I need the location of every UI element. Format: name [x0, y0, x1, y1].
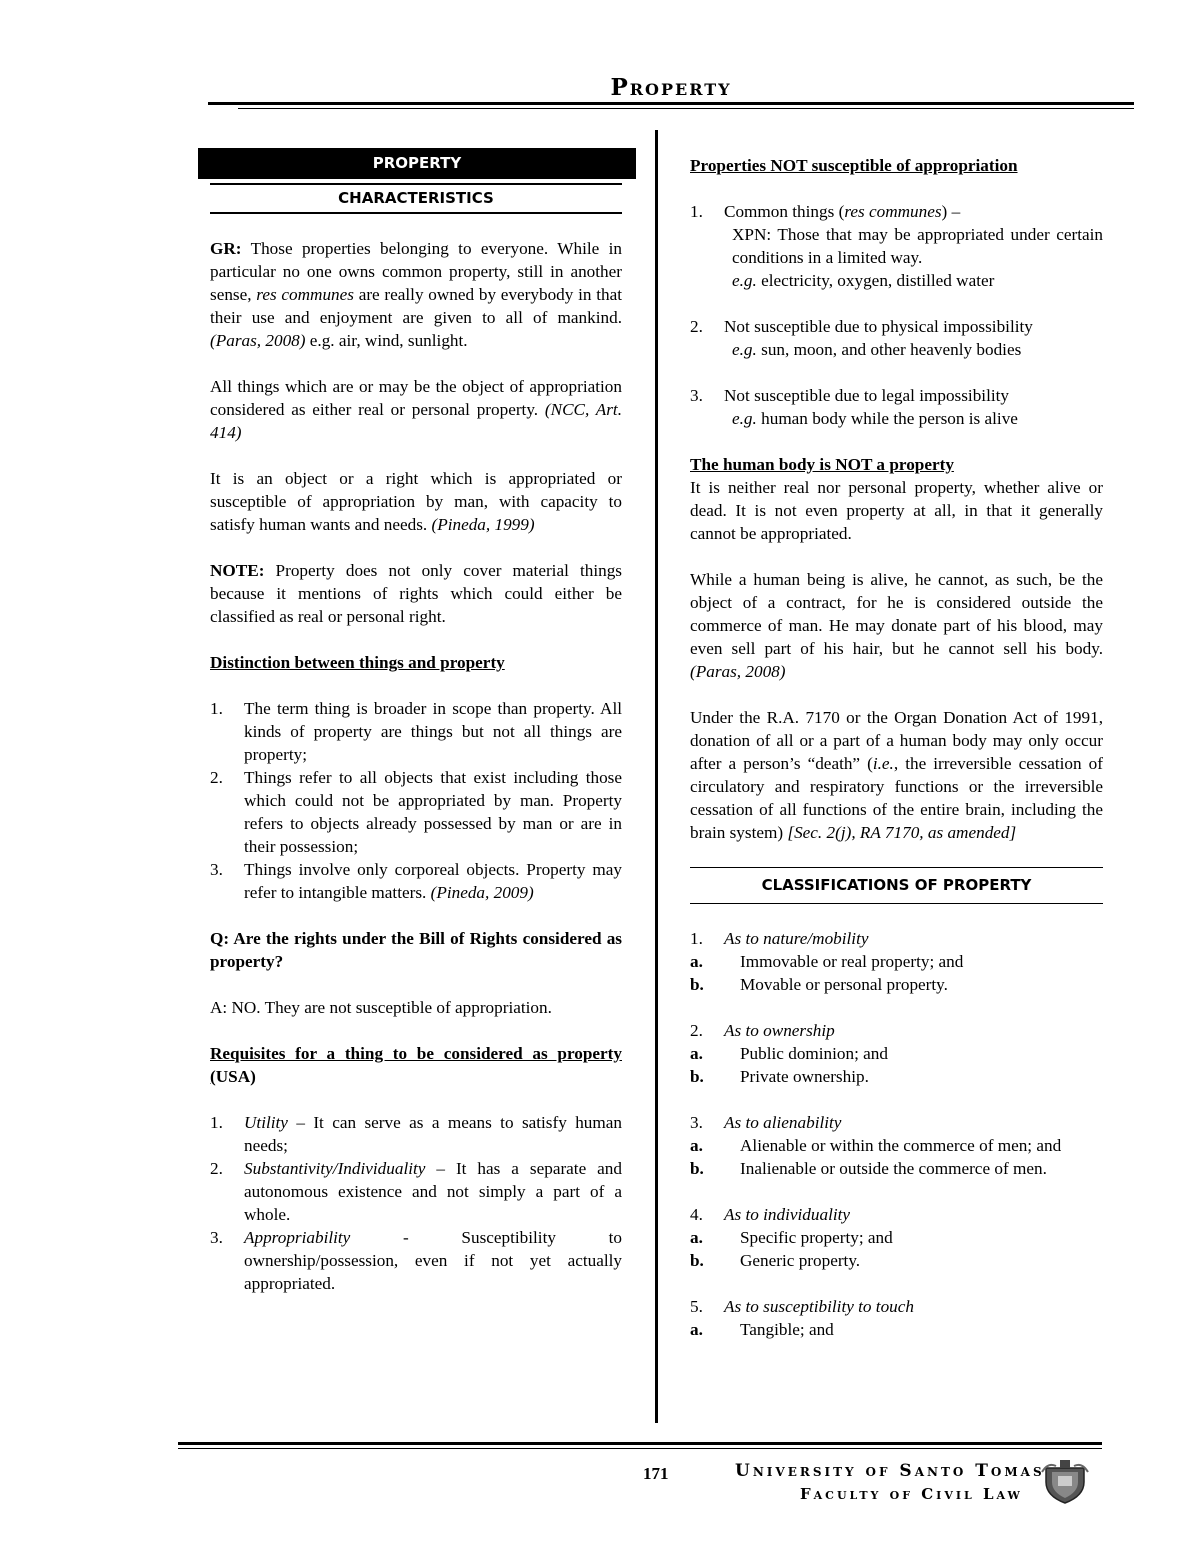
gr-paragraph	[210, 237, 622, 352]
question-text: Q: Are the rights under the Bill of Rights considered as property?	[210, 929, 622, 971]
gr-text: Those properties belonging to everyone. While in particular no one owns common property, still in another sense,	[210, 239, 622, 304]
sub-item: b. Inalienable or outside the commerce of men.	[690, 1159, 1047, 1178]
list-item: 2. Substantivity/Individuality – It has a separate and autonomous existence and not simply a part of a whole.	[210, 1159, 622, 1224]
gr-text-3: e.g. air, wind, sunlight.	[305, 331, 468, 350]
organ-donation-paragraph: Under the R.A. 7170 or the Organ Donation Act of 1991, donation of all or a part of a human body may only occur after a person’s “death” (i.e., the irreversible cessation of circulatory and respiratory functions or the irreversible cessation of all functions of the entire brain, including the brain system) [Sec. 2(j), RA 7170, as amended]	[690, 708, 1103, 842]
sub-item: a. Immovable or real property; and	[690, 952, 964, 971]
sub-item: b. Generic property.	[690, 1251, 861, 1270]
sub-item: b. Movable or personal property.	[690, 975, 948, 994]
human-body-heading: The human body is NOT a property	[690, 455, 954, 474]
not-susceptible-list	[690, 200, 1103, 430]
answer-text: A: NO. They are not susceptible of appropriation.	[210, 998, 552, 1017]
alive-paragraph: While a human being is alive, he cannot, as such, be the object of a contract, for he is considered outside the commerce of man. He may donate part of his blood, may even sell part of his hair, but he cannot sell his body. (Paras, 2008)	[690, 570, 1103, 681]
object-paragraph	[210, 467, 622, 536]
list-item: 1. As to nature/mobility a. Immovable or real property; and b. Movable or personal property.	[690, 927, 1103, 996]
gr-citation: (Paras, 2008)	[210, 331, 306, 350]
requisites-heading: Requisites for a thing to be considered as property (USA)	[210, 1044, 622, 1086]
sub-item: a. Tangible; and	[690, 1320, 834, 1339]
distinction-heading: Distinction between things and property	[210, 653, 505, 672]
list-item: 3. Things involve only corporeal objects. Property may refer to intangible matters. (Pineda, 2009)	[210, 860, 622, 902]
list-item: 1. Common things (res communes) – XPN: Those that may be appropriated under certain conditions in a limited way. e.g. electricity, oxygen, distilled water	[690, 202, 1103, 290]
note-text: Property does not only cover material things because it mentions of rights which could either be classified as real or personal right.	[210, 561, 622, 626]
sub-list	[690, 1042, 1103, 1088]
list-item: 3. Not susceptible due to legal impossibility e.g. human body while the person is alive	[690, 384, 1103, 430]
sub-list	[690, 1226, 1103, 1272]
list-item: 2. Not susceptible due to physical impossibility e.g. sun, moon, and other heavenly bodies	[690, 315, 1103, 361]
classifications-heading: CLASSIFICATIONS OF PROPERTY	[690, 867, 1103, 904]
page-number: 171	[643, 1464, 669, 1483]
example-line: e.g. sun, moon, and other heavenly bodies	[732, 340, 1022, 359]
not-susceptible-heading: Properties NOT susceptible of appropriation	[690, 156, 1018, 175]
column-divider	[655, 130, 658, 1423]
list-item: 2. Things refer to all objects that exist including those which could not be appropriated by man. Property refers to objects already possessed by man or are in their possession;	[210, 768, 622, 856]
list-item: 1. Utility – It can serve as a means to satisfy human needs;	[210, 1113, 622, 1155]
gr-italic: res communes	[256, 285, 354, 304]
page-header	[208, 70, 1134, 110]
list-item: 2. As to ownership a. Public dominion; and b. Private ownership.	[690, 1019, 1103, 1088]
section-banner: PROPERTY	[198, 148, 636, 179]
classifications-list	[690, 927, 1103, 1341]
university-name: University of Santo Tomas	[735, 1461, 1045, 1481]
list-item: 3. As to alienability a. Alienable or within the commerce of men; and b. Inalienable or outside the commerce of men.	[690, 1111, 1103, 1180]
sub-item: a. Specific property; and	[690, 1228, 893, 1247]
distinction-list	[210, 697, 622, 904]
gr-text-2: are really owned by everybody in that their use and enjoyment are given to all of mankind.	[210, 285, 622, 327]
sub-item: a. Alienable or within the commerce of men; and	[690, 1136, 1062, 1155]
sub-list	[690, 1134, 1103, 1180]
sub-list	[690, 1318, 1103, 1341]
header-rule	[208, 102, 1134, 105]
note-label: NOTE:	[210, 561, 265, 580]
object-text: It is an object or a right which is appropriated or susceptible of appropriation by man, with capacity to satisfy human wants and needs.	[210, 469, 622, 534]
gr-label: GR:	[210, 239, 242, 258]
characteristics-heading: CHARACTERISTICS	[210, 183, 622, 214]
sub-item: a. Public dominion; and	[690, 1044, 888, 1063]
example-line: e.g. human body while the person is alive	[732, 409, 1018, 428]
page-title: Property	[610, 74, 732, 101]
note-paragraph	[210, 559, 622, 628]
human-body-text: It is neither real nor personal property, whether alive or dead. It is not even property at all, in that it generally cannot be appropriated.	[690, 478, 1103, 543]
faculty-name: Faculty of Civil Law	[800, 1485, 1023, 1503]
list-item: 1. The term thing is broader in scope than property. All kinds of property are things but not all things are property;	[210, 699, 622, 764]
list-item: 4. As to individuality a. Specific property; and b. Generic property.	[690, 1203, 1103, 1272]
footer-rule-thin	[178, 1448, 1102, 1449]
definition-citation: (NCC, Art. 414)	[210, 400, 622, 442]
exception-text: XPN: Those that may be appropriated under certain conditions in a limited way.	[732, 225, 1103, 267]
requisites-list	[210, 1111, 622, 1295]
footer-rule	[178, 1442, 1102, 1445]
object-citation: (Pineda, 1999)	[431, 515, 535, 534]
left-column	[210, 148, 622, 1318]
header-rule-thin	[238, 108, 1134, 109]
sub-item: b. Private ownership.	[690, 1067, 869, 1086]
definition-paragraph	[210, 375, 622, 444]
list-item: 3. Appropriability - Susceptibility to ownership/possession, even if not yet actually appropriated.	[210, 1228, 622, 1293]
definition-text: All things which are or may be the object of appropriation considered as either real or personal property.	[210, 377, 622, 419]
university-seal-icon	[1040, 1458, 1090, 1504]
sub-list	[690, 950, 1103, 996]
right-column	[690, 154, 1103, 1364]
example-line: e.g. electricity, oxygen, distilled water	[732, 271, 995, 290]
list-item: 5. As to susceptibility to touch a. Tangible; and	[690, 1295, 1103, 1341]
